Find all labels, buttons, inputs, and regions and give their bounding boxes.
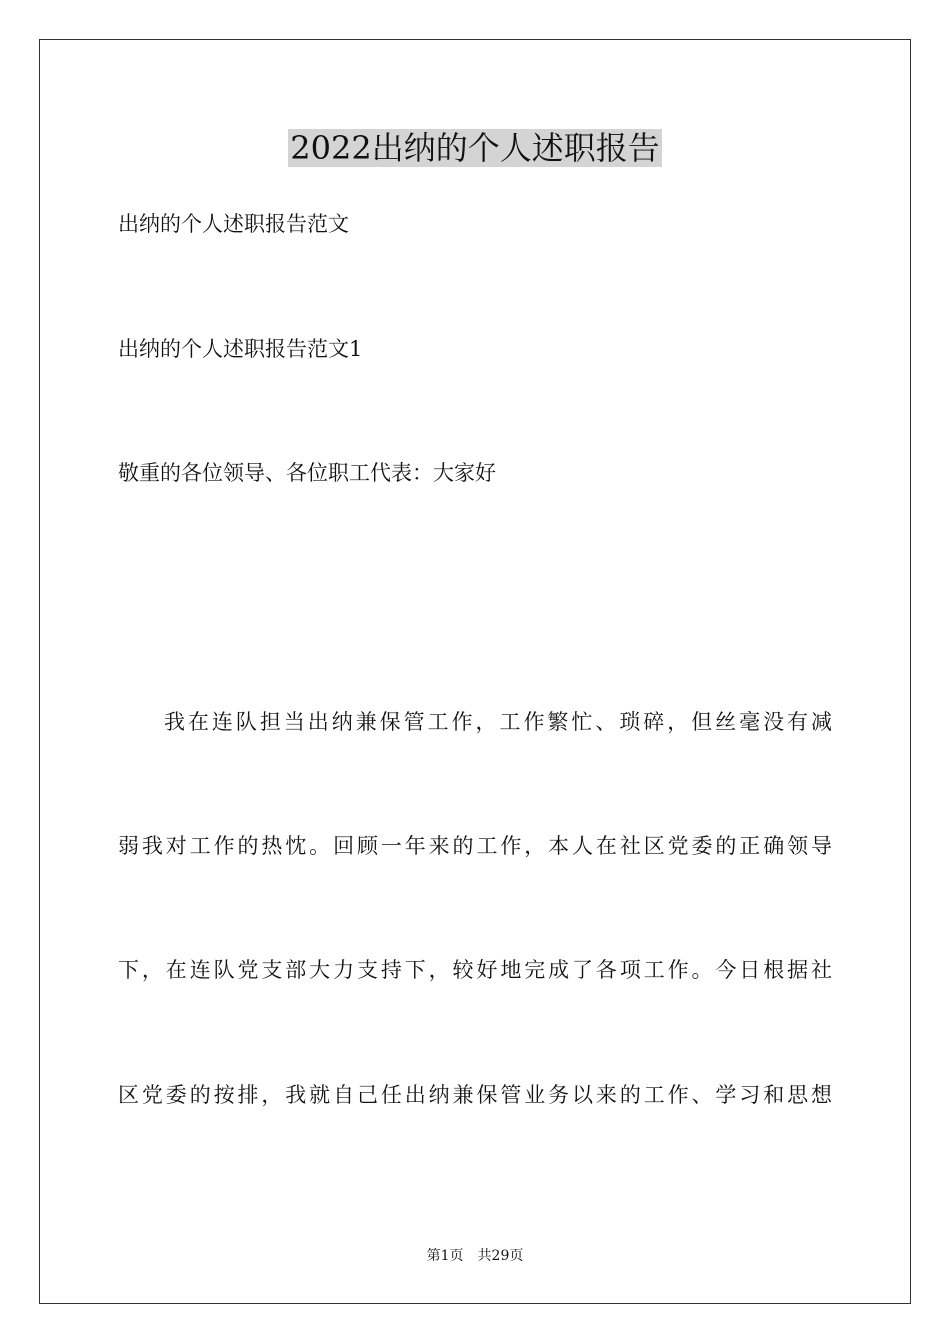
- body-line-3: 下，在连队党支部大力支持下，较好地完成了各项工作。今日根据社: [118, 958, 832, 982]
- body-line-1: 我在连队担当出纳兼保管工作，工作繁忙、琐碎，但丝毫没有减: [164, 710, 832, 734]
- body-line-4: 区党委的按排，我就自己任出纳兼保管业务以来的工作、学习和思想: [118, 1083, 832, 1107]
- document-title: [0, 128, 950, 168]
- document-title-text: 2022出纳的个人述职报告: [290, 129, 660, 167]
- page-footer: [0, 1247, 950, 1265]
- body-line-2: 弱我对工作的热忱。回顾一年来的工作，本人在社区党委的正确领导: [118, 834, 832, 858]
- page-total: 共29页: [477, 1248, 524, 1264]
- document-subtitle: 出纳的个人述职报告范文: [118, 212, 349, 236]
- salutation: 敬重的各位领导、各位职工代表：大家好: [118, 461, 496, 485]
- page-number: 第1页: [426, 1248, 464, 1264]
- section-heading: 出纳的个人述职报告范文1: [118, 337, 363, 361]
